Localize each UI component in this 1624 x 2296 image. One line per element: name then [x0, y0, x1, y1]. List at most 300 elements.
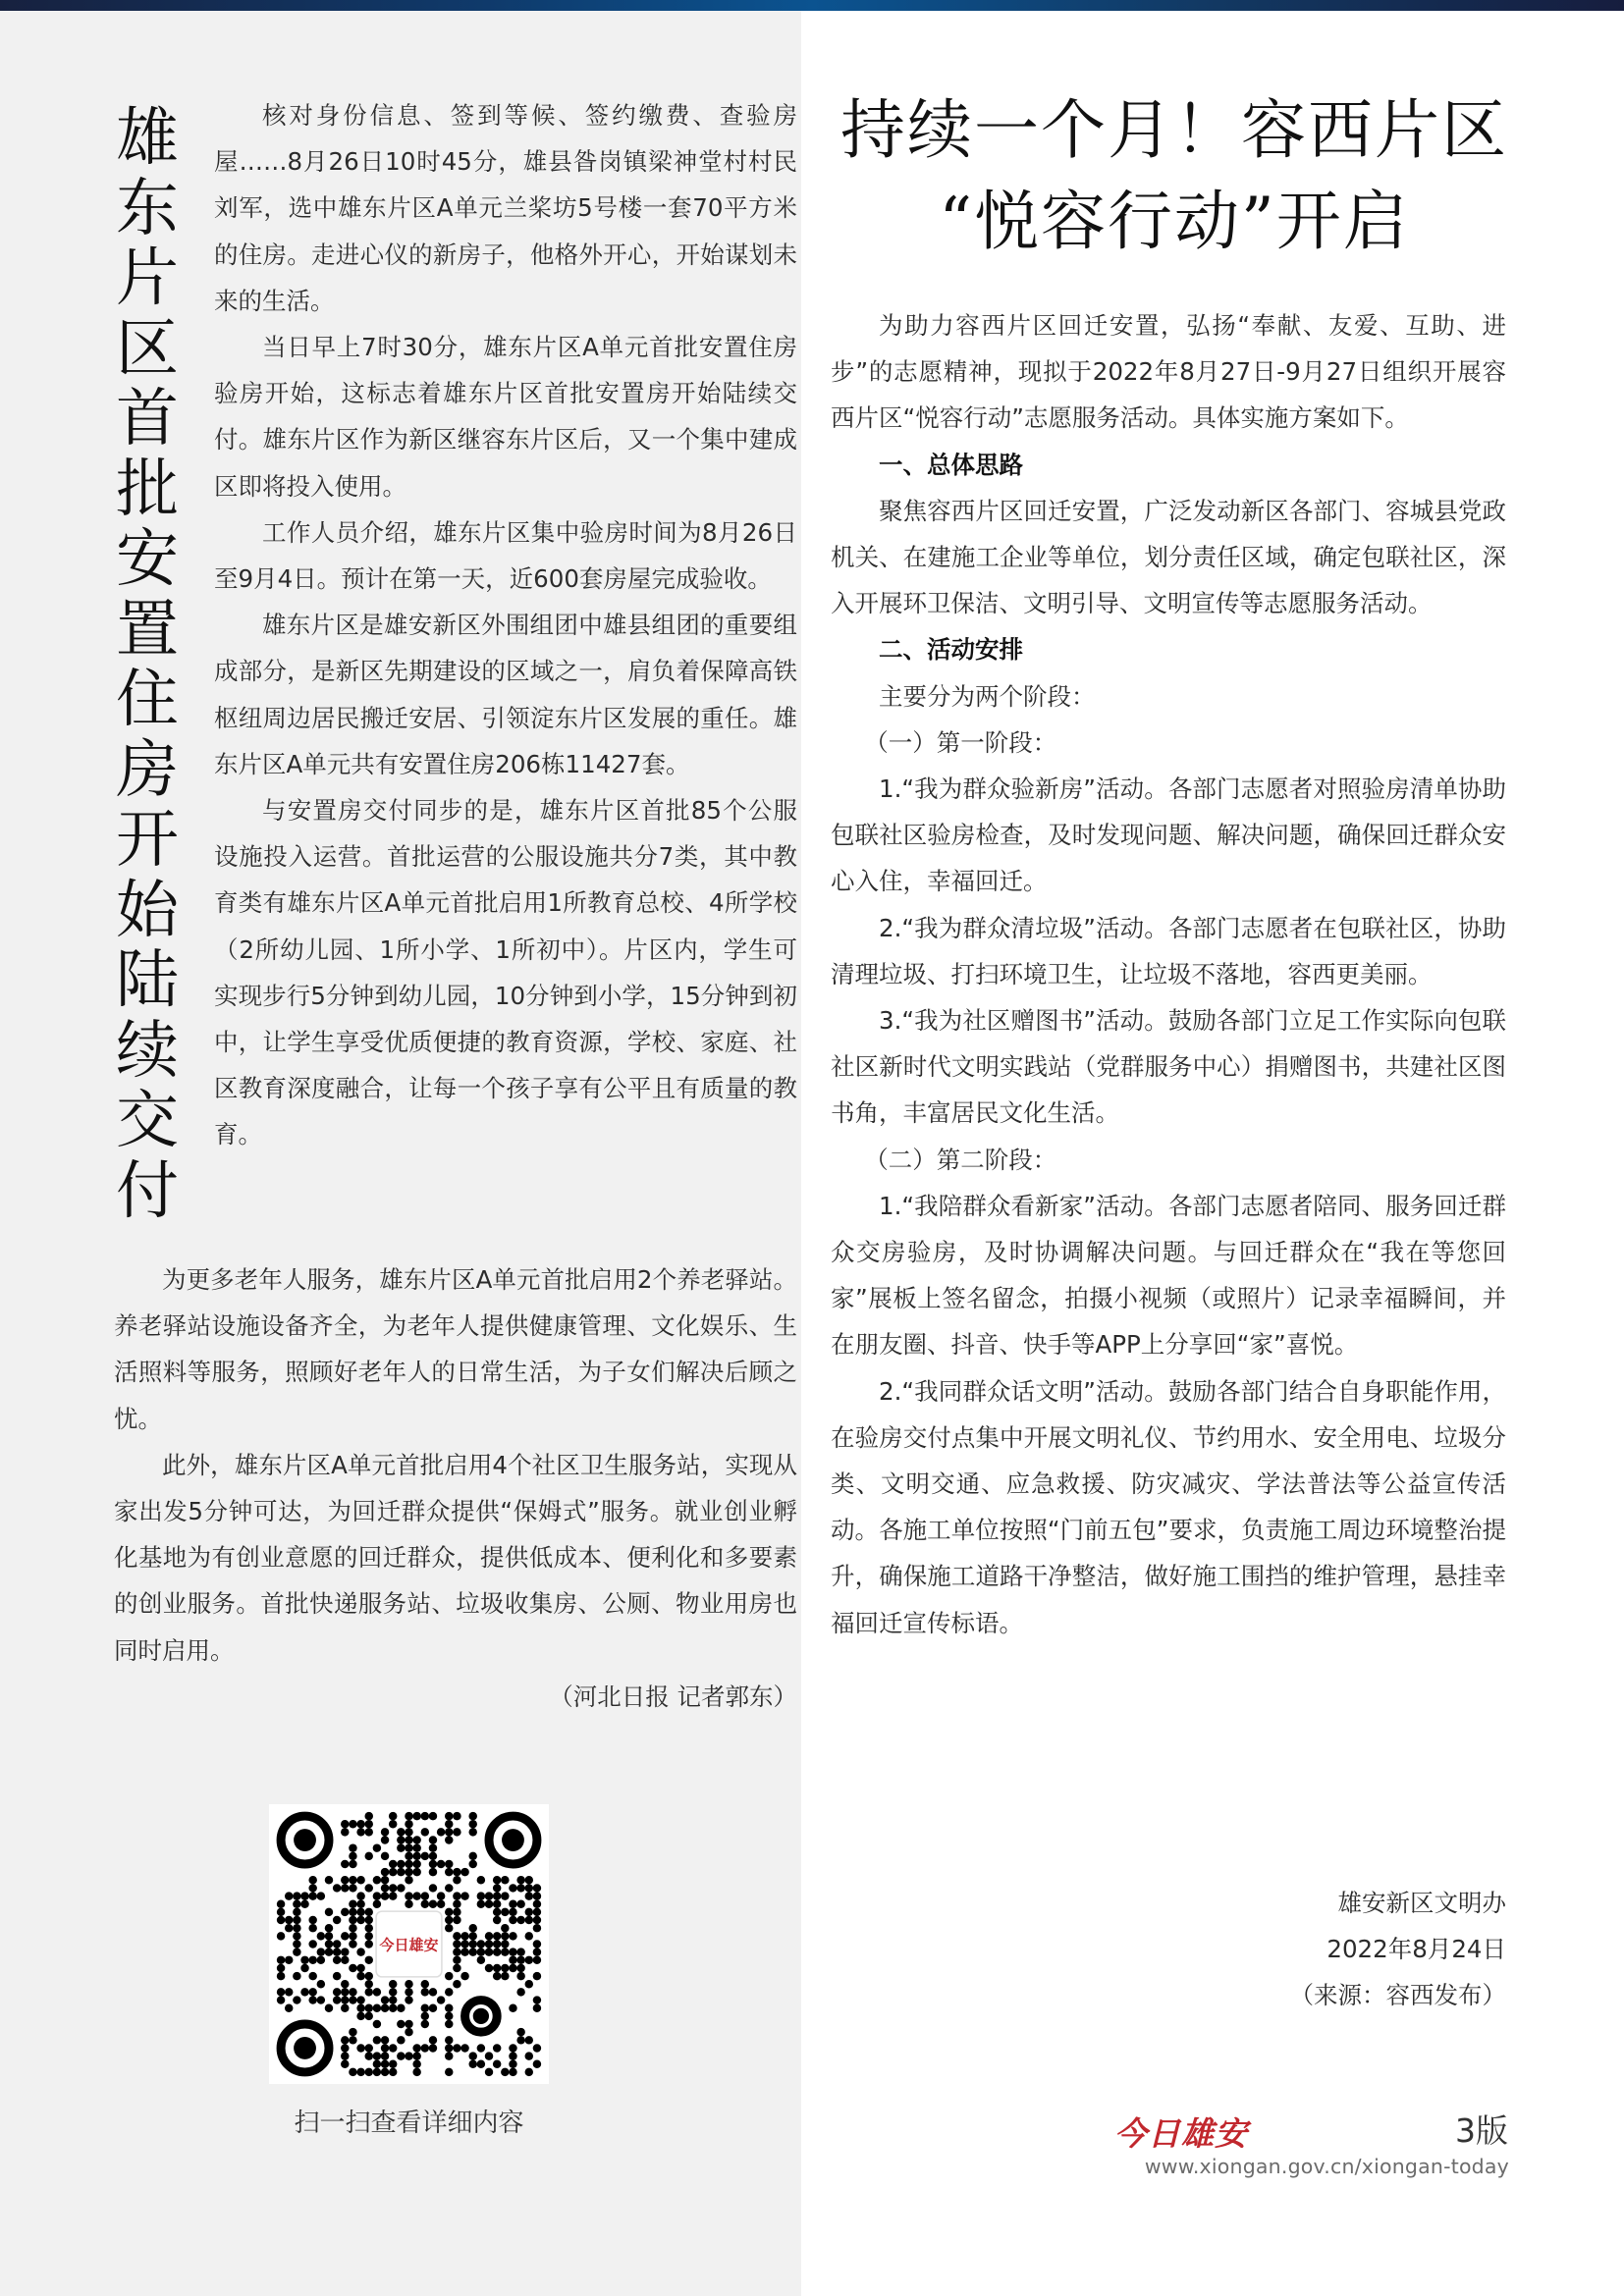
qr-module [308, 1996, 316, 2003]
qr-module [485, 1948, 493, 1955]
qr-module [485, 2068, 493, 2076]
qr-module [277, 1908, 285, 1916]
qr-module [381, 2068, 389, 2076]
qr-module [533, 1908, 541, 1916]
qr-module [381, 1852, 389, 1860]
qr-module [485, 1892, 493, 1899]
qr-module [389, 2003, 397, 2011]
qr-module [293, 1948, 300, 1955]
left-article-title [108, 104, 187, 1227]
qr-module [421, 1900, 429, 1908]
qr-module [405, 1836, 412, 1843]
qr-module [341, 1860, 349, 1868]
qr-module [437, 1828, 445, 1836]
qr-module [356, 1900, 364, 1908]
qr-module [397, 1860, 405, 1868]
qr-module [421, 1980, 429, 1988]
paragraph: 当日早上7时30分，雄东片区A单元首批安置住房验房开始，这标志着雄东片区首批安置房开始陆续交付。雄东片区作为新区继容东片区后，又一个集中建成区即将投入使用。 [214, 333, 797, 501]
qr-module [421, 2003, 429, 2011]
qr-module [533, 2044, 541, 2052]
qr-module [317, 1932, 325, 1940]
paragraph: 雄东片区是雄安新区外围组团中雄县组团的重要组成部分，是新区先期建设的区域之一，肩负着保障高铁枢纽周边居民搬迁安居、引领淀东片区发展的重任。雄东片区A单元共有安置住房206栋11427套。 [214, 611, 797, 778]
qr-module [381, 2003, 389, 2011]
qr-module [317, 1956, 325, 1964]
qr-module [349, 2036, 356, 2044]
qr-module [333, 1916, 341, 1924]
qr-module [308, 1940, 316, 1948]
qr-module [365, 2068, 373, 2076]
qr-module [341, 1932, 349, 1940]
qr-module [293, 1892, 300, 1899]
title-char: 首 [116, 383, 179, 455]
qr-module [405, 2020, 412, 2028]
paragraph: 工作人员介绍，雄东片区集中验房时间为8月26日至9月4日。预计在第一天，近600套房屋完成验收。 [214, 517, 797, 594]
qr-module [356, 1908, 364, 1916]
qr-module [412, 1852, 420, 1860]
qr-module [333, 1940, 341, 1948]
byline: （河北日报 记者郭东） [549, 1682, 797, 1711]
qr-module [493, 1884, 501, 1892]
qr-module [381, 1876, 389, 1884]
qr-module [389, 1892, 397, 1899]
qr-module [341, 1884, 349, 1892]
qr-module [349, 1843, 356, 1851]
qr-module [468, 2060, 476, 2068]
qr-module [277, 1964, 285, 1972]
qr-module [389, 2044, 397, 2052]
qr-module [477, 2060, 485, 2068]
qr-module [509, 1956, 516, 1964]
qr-module [389, 2068, 397, 2076]
headline-line: 持续一个月！容西片区 [840, 92, 1508, 168]
qr-module [381, 1836, 389, 1843]
qr-finder-dot [473, 2008, 489, 2024]
qr-module [356, 1828, 364, 1836]
qr-module [525, 1876, 533, 1884]
qr-module [365, 1924, 373, 1932]
paragraph: 与安置房交付同步的是，雄东片区首批85个公服设施投入运营。首批运营的公服设施共分7类，其中教育类有雄东片区A单元首批启用1所教育总校、4所学校（2所幼儿园、1所小学、1所初中）。片区内，学生可实现步行5分钟到幼儿园，10分钟到小学，15分钟到初中，让学生享受优质便捷的教育资源，学校、家庭、社区教育深度融合，让每一个孩子享有公平且有质量的教育。 [214, 796, 797, 1149]
qr-module [533, 1900, 541, 1908]
qr-module [412, 2060, 420, 2068]
qr-module [445, 2020, 453, 2028]
qr-module [397, 1868, 405, 1876]
top-accent-bar [0, 0, 1624, 11]
qr-module [341, 1820, 349, 1828]
qr-module [445, 2068, 453, 2076]
qr-module [453, 1812, 460, 1820]
left-article-body-top [214, 92, 797, 1158]
qr-module [349, 1884, 356, 1892]
qr-module [421, 1988, 429, 1996]
qr-module [317, 1980, 325, 1988]
qr-module [445, 2003, 453, 2011]
qr-logo-text: 今日雄安 [379, 1936, 439, 1954]
qr-module [412, 1860, 420, 1868]
qr-module [325, 1940, 333, 1948]
qr-module [421, 2012, 429, 2020]
list-item: 1.“我为群众验新房”活动。各部门志愿者对照验房清单协助包联社区验房检查，及时发现问题、解决问题，确保回迁群众安心入住，幸福回迁。 [831, 774, 1506, 896]
title-char: 批 [116, 453, 179, 526]
qr-module [356, 1972, 364, 1980]
qr-module [421, 2020, 429, 2028]
section-heading: 二、活动安排 [879, 635, 1023, 665]
qr-module [356, 1892, 364, 1899]
qr-module [493, 2060, 501, 2068]
qr-module [525, 2036, 533, 2044]
qr-module [341, 1988, 349, 1996]
qr-module [525, 1884, 533, 1892]
qr-module [453, 1948, 460, 1955]
qr-module [477, 1892, 485, 1899]
qr-module [468, 2052, 476, 2059]
title-char: 始 [116, 874, 179, 947]
qr-module [533, 1996, 541, 2003]
qr-module [501, 1940, 509, 1948]
qr-module [501, 1876, 509, 1884]
qr-module [317, 1892, 325, 1899]
qr-module [397, 1884, 405, 1892]
qr-module [493, 1948, 501, 1955]
qr-module [453, 1956, 460, 1964]
qr-module [405, 1892, 412, 1899]
qr-module [293, 1908, 300, 1916]
stage-label: （一）第一阶段： [864, 727, 1057, 757]
qr-module [412, 1843, 420, 1851]
qr-module [397, 2052, 405, 2059]
qr-module [493, 1876, 501, 1884]
qr-module [468, 1924, 476, 1932]
qr-module [381, 1892, 389, 1899]
qr-finder-dot [502, 1829, 524, 1851]
qr-module [493, 1916, 501, 1924]
qr-module [293, 1900, 300, 1908]
qr-module [533, 1884, 541, 1892]
qr-module [421, 1812, 429, 1820]
brand-logo: 今日雄安 [1114, 2114, 1248, 2153]
qr-module [429, 1900, 437, 1908]
qr-module [429, 1860, 437, 1868]
qr-module [389, 1868, 397, 1876]
qr-module [381, 2060, 389, 2068]
qr-module [453, 1876, 460, 1884]
qr-module [460, 1892, 468, 1899]
qr-module [525, 1892, 533, 1899]
qr-module [516, 1964, 524, 1972]
qr-module [293, 1924, 300, 1932]
qr-module [509, 1916, 516, 1924]
qr-module [325, 1908, 333, 1916]
qr-module [445, 1860, 453, 1868]
qr-module [533, 1956, 541, 1964]
qr-module [405, 1820, 412, 1828]
qr-module [285, 1924, 293, 1932]
qr-module [468, 1852, 476, 1860]
qr-module [533, 2060, 541, 2068]
qr-module [437, 1900, 445, 1908]
qr-module [509, 2003, 516, 2011]
qr-module [341, 2036, 349, 2044]
qr-module [509, 1948, 516, 1955]
list-item: 1.“我陪群众看新家”活动。各部门志愿者陪同、服务回迁群众交房验房，及时协调解决问题。与回迁群众在“我在等您回家”展板上签名留念，拍摄小视频（或照片）记录幸福瞬间，并在朋友圈、抖音、快手等APP上分享回“家”喜悦。 [831, 1191, 1506, 1360]
qr-module [373, 1892, 381, 1899]
qr-module [429, 1868, 437, 1876]
qr-module [509, 1932, 516, 1940]
qr-module [533, 2003, 541, 2011]
qr-module [333, 1988, 341, 1996]
qr-module [373, 2036, 381, 2044]
qr-module [485, 2052, 493, 2059]
paragraph: 聚焦容西片区回迁安置，广泛发动新区各部门、容城县党政机关、在建施工企业等单位，划分责任区域，确定包联社区，深入开展环卫保洁、文明引导、文明宣传等志愿服务活动。 [831, 496, 1506, 618]
qr-module [533, 1948, 541, 1955]
qr-module [501, 1924, 509, 1932]
qr-module [308, 1956, 316, 1964]
qr-module [501, 1908, 509, 1916]
qr-module [381, 2044, 389, 2052]
paragraph: 此外，雄东片区A单元首批启用4个社区卫生服务站，实现从家出发5分钟可达，为回迁群众提供“保姆式”服务。就业创业孵化基地为有创业意愿的回迁群众，提供低成本、便利化和多要素的创业服务。首批快递服务站、垃圾收集房、公厕、物业用房也同时启用。 [114, 1450, 797, 1665]
qr-module [373, 1988, 381, 1996]
qr-module [365, 1916, 373, 1924]
qr-module [429, 2003, 437, 2011]
qr-module [381, 1868, 389, 1876]
qr-module [373, 2020, 381, 2028]
qr-module [397, 2036, 405, 2044]
qr-module [445, 1812, 453, 1820]
qr-module [412, 2044, 420, 2052]
qr-module [509, 1884, 516, 1892]
qr-module [460, 2044, 468, 2052]
qr-module [516, 1884, 524, 1892]
qr-module [381, 1996, 389, 2003]
qr-module [493, 1940, 501, 1948]
qr-module [373, 2060, 381, 2068]
qr-module [349, 2068, 356, 2076]
qr-module [333, 1956, 341, 1964]
qr-module [405, 1812, 412, 1820]
qr-module [349, 1916, 356, 1924]
title-char: 房 [116, 733, 179, 807]
qr-module [373, 1900, 381, 1908]
qr-module [356, 1876, 364, 1884]
qr-module [437, 1860, 445, 1868]
qr-module [477, 1956, 485, 1964]
qr-module [293, 1916, 300, 1924]
qr-module [453, 1900, 460, 1908]
qr-module [389, 1812, 397, 1820]
qr-module [501, 1948, 509, 1955]
qr-module [356, 1964, 364, 1972]
qr-module [365, 2052, 373, 2059]
qr-module [341, 1876, 349, 1884]
qr-module [509, 2068, 516, 2076]
qr-module [349, 1924, 356, 1932]
qr-module [468, 1812, 476, 1820]
qr-module [308, 1972, 316, 1980]
qr-module [445, 2036, 453, 2044]
qr-module [349, 1900, 356, 1908]
qr-module [285, 1916, 293, 1924]
qr-module [429, 1988, 437, 1996]
qr-module [285, 1956, 293, 1964]
qr-module [405, 1843, 412, 1851]
qr-module [356, 1820, 364, 1828]
qr-module [285, 2003, 293, 2011]
qr-module [365, 1812, 373, 1820]
qr-module [533, 1924, 541, 1932]
qr-module [445, 2052, 453, 2059]
qr-module [381, 2052, 389, 2059]
qr-module [501, 1964, 509, 1972]
site-url[interactable]: www.xiongan.gov.cn/xiongan-today [1144, 2155, 1509, 2178]
qr-module [429, 2044, 437, 2052]
qr-module [453, 1908, 460, 1916]
intro-paragraph: 为助力容西片区回迁安置，弘扬“奉献、友爱、互助、进步”的志愿精神，现拟于2022年8月27日-9月27日组织开展容西片区“悦容行动”志愿服务活动。具体实施方案如下。 [831, 311, 1506, 433]
qr-module [437, 1892, 445, 1899]
qr-module [509, 1900, 516, 1908]
qr-module [493, 2044, 501, 2052]
qr-module [501, 1892, 509, 1899]
qr-module [405, 1900, 412, 1908]
qr-module [349, 2028, 356, 2036]
qr-module [412, 2052, 420, 2059]
qr-module [437, 1996, 445, 2003]
qr-module [405, 1996, 412, 2003]
right-article-headline [831, 84, 1518, 267]
source-note: （来源：容西发布） [1289, 1981, 1506, 2009]
qr-module [405, 2028, 412, 2036]
headline-line: “悦容行动”开启 [939, 184, 1410, 259]
qr-module [516, 2036, 524, 2044]
qr-module [533, 1972, 541, 1980]
qr-module [277, 1988, 285, 1996]
qr-module [445, 1988, 453, 1996]
paragraph: 为更多老年人服务，雄东片区A单元首批启用2个养老驿站。养老驿站设施设备齐全，为老年人提供健康管理、文化娱乐、生活照料等服务，照顾好老年人的日常生活，为子女们解决后顾之忧。 [114, 1265, 797, 1433]
qr-module [341, 2052, 349, 2059]
left-article-body-bottom [114, 1256, 797, 1720]
qr-module [445, 1908, 453, 1916]
qr-module [277, 1900, 285, 1908]
title-char: 区 [116, 312, 179, 386]
qr-module [493, 1892, 501, 1899]
qr-module [405, 1988, 412, 1996]
qr-module [445, 1916, 453, 1924]
qr-module [373, 1843, 381, 1851]
qr-module [365, 1980, 373, 1988]
qr-module [277, 1956, 285, 1964]
title-char: 续 [116, 1014, 179, 1088]
qr-module [429, 1852, 437, 1860]
qr-module [453, 1932, 460, 1940]
qr-module [533, 1916, 541, 1924]
qr-module [421, 1852, 429, 1860]
qr-module [460, 1972, 468, 1980]
qr-module [308, 1988, 316, 1996]
title-char: 置 [116, 593, 179, 667]
paragraph: 主要分为两个阶段： [879, 681, 1096, 711]
qr-module [421, 1828, 429, 1836]
qr-module [349, 1908, 356, 1916]
qr-module [477, 1900, 485, 1908]
list-item: 2.“我为群众清垃圾”活动。各部门志愿者在包联社区，协助清理垃圾、打扫环境卫生，让垃圾不落地，容西更美丽。 [831, 913, 1506, 988]
qr-module [325, 1948, 333, 1955]
qr-module [453, 1916, 460, 1924]
qr-module [389, 1988, 397, 1996]
qr-module [365, 2044, 373, 2052]
qr-module [405, 1852, 412, 1860]
qr-module [341, 1908, 349, 1916]
qr-module [293, 1972, 300, 1980]
qr-module [468, 1828, 476, 1836]
qr-module [525, 1956, 533, 1964]
qr-module [285, 1988, 293, 1996]
qr-module [493, 1972, 501, 1980]
qr-module [333, 1884, 341, 1892]
qr-module [468, 1940, 476, 1948]
qr-module [516, 2028, 524, 2036]
qr-module [460, 1940, 468, 1948]
qr-module [453, 1828, 460, 1836]
qr-module [365, 1972, 373, 1980]
qr-module [445, 1836, 453, 1843]
signature-org: 雄安新区文明办 [1337, 1889, 1506, 1917]
qr-module [325, 2003, 333, 2011]
qr-module [453, 1964, 460, 1972]
qr-module [349, 1876, 356, 1884]
qr-module [373, 2003, 381, 2011]
qr-module [365, 1932, 373, 1940]
qr-module [429, 1812, 437, 1820]
qr-module [356, 1996, 364, 2003]
qr-module [373, 2068, 381, 2076]
qr-module [349, 1852, 356, 1860]
qr-module [516, 1988, 524, 1996]
qr-module [308, 1924, 316, 1932]
qr-module [397, 2003, 405, 2011]
qr-module [429, 2036, 437, 2044]
qr-module [277, 1932, 285, 1940]
qr-module [365, 1828, 373, 1836]
qr-module [389, 2060, 397, 2068]
qr-module [277, 1996, 285, 2003]
qr-module [468, 1948, 476, 1955]
qr-module [525, 2052, 533, 2059]
qr-module [405, 2052, 412, 2059]
qr-module [412, 1836, 420, 1843]
qr-module [533, 1892, 541, 1899]
qr-module [365, 2003, 373, 2011]
qr-module [445, 2012, 453, 2020]
qr-module [501, 1932, 509, 1940]
qr-module [341, 2044, 349, 2052]
qr-code[interactable] [269, 1804, 549, 2084]
qr-module [325, 1932, 333, 1940]
qr-module [381, 2036, 389, 2044]
qr-module [389, 1980, 397, 1988]
qr-module [381, 1884, 389, 1892]
qr-module [501, 2068, 509, 2076]
qr-module [349, 1860, 356, 1868]
qr-module [477, 1948, 485, 1955]
qr-module [285, 1892, 293, 1899]
qr-module [381, 1828, 389, 1836]
qr-module [308, 1876, 316, 1884]
qr-module [341, 1828, 349, 1836]
qr-module [356, 1916, 364, 1924]
qr-module [397, 1836, 405, 1843]
qr-module [341, 1956, 349, 1964]
title-char: 片 [116, 242, 179, 315]
qr-module [300, 1900, 308, 1908]
qr-module [333, 1972, 341, 1980]
